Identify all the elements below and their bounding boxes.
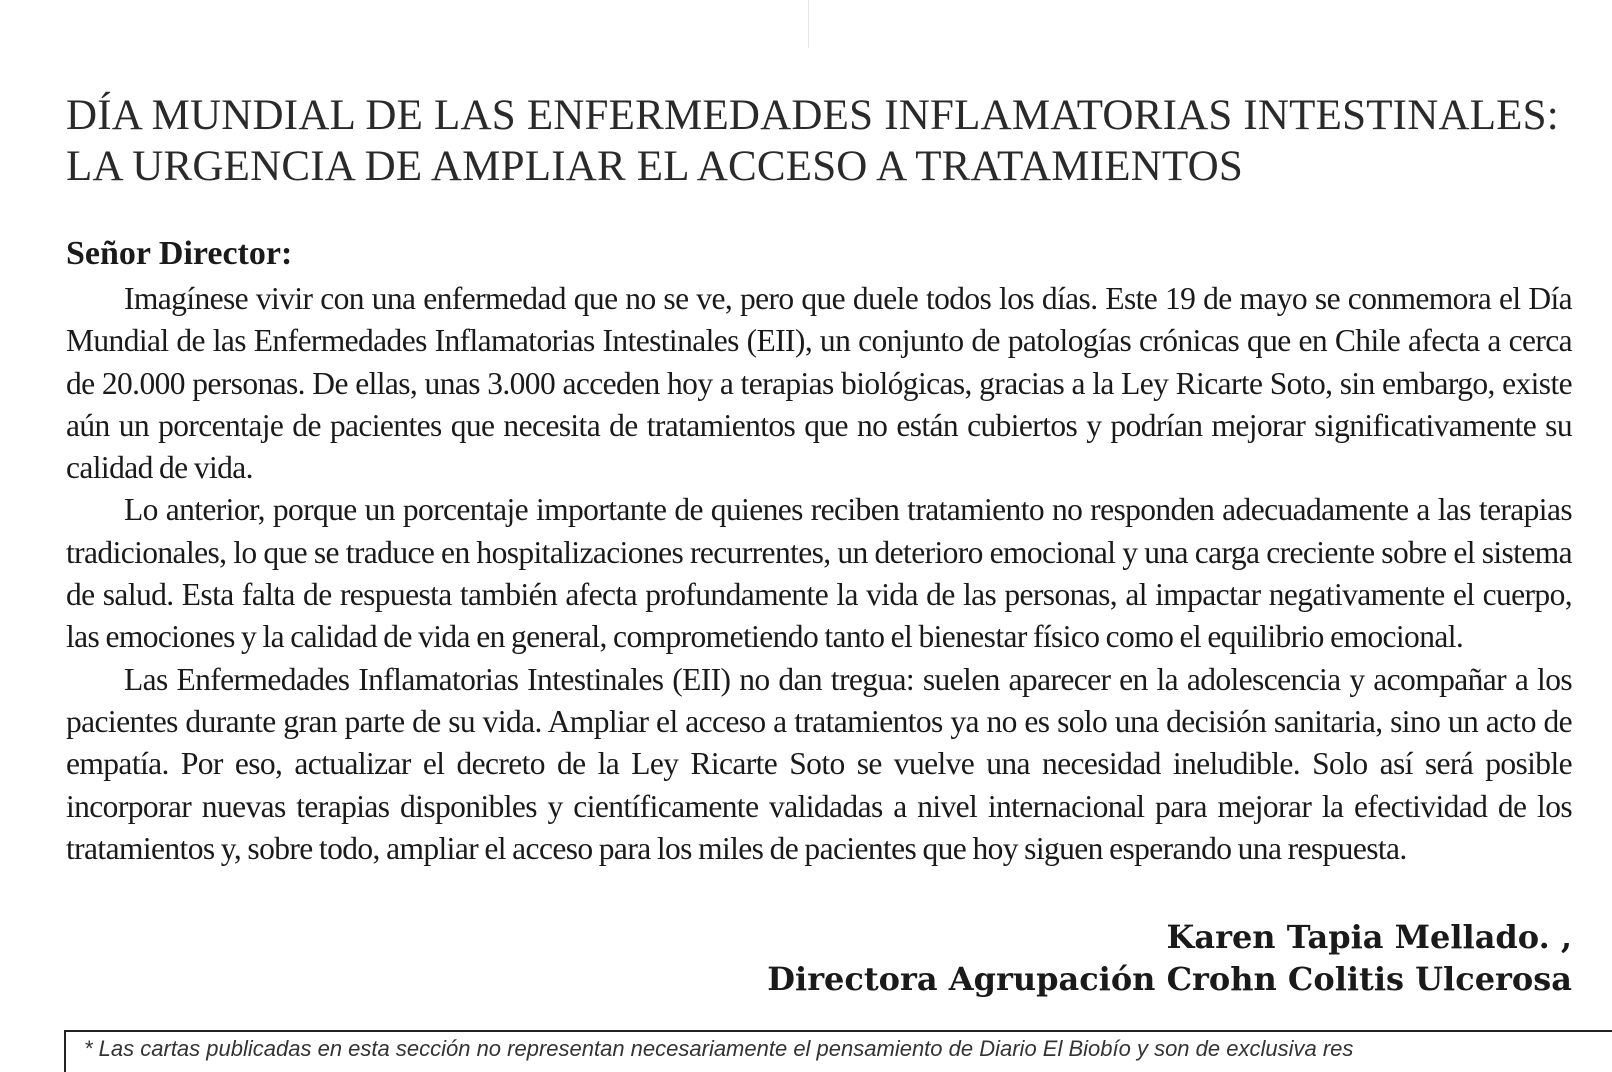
letter-signature: [767, 916, 1572, 1000]
signature-title: Directora Agrupación Crohn Colitis Ulcerosa: [767, 960, 1572, 998]
paragraph-3: Las Enfermedades Inflamatorias Intestinales (EII) no dan tregua: suelen aparecer en la adolescencia y acompañar a los pacientes durante gran parte de su vida. Ampliar el acceso a tratamientos ya no es solo una decisión sanitaria, sino un acto de empatía. Por eso, actualizar el decreto de la Ley Ricarte Soto se vuelve una necesidad ineludible. Solo así será posible incorporar nuevas terapias disponibles y científicamente validadas a nivel internacional para mejorar la efectividad de los tratamientos y, sobre todo, ampliar el acceso para los miles de pacientes que hoy siguen esperando una respuesta.: [66, 661, 1572, 866]
letter-salutation: Señor Director:: [66, 235, 293, 272]
paragraph-2: Lo anterior, porque un porcentaje importante de quienes reciben tratamiento no responden adecuadamente a las terapias tradicionales, lo que se traduce en hospitalizaciones recurrentes, un deterioro emocional y una carga creciente sobre el sistema de salud. Esta falta de respuesta también afecta profundamente la vida de las personas, al impactar negativamente el cuerpo, las emociones y la calidad de vida en general, comprometiendo tanto el bienestar físico como el equilibrio emocional.: [66, 492, 1572, 655]
article-headline: [66, 90, 1586, 192]
disclaimer-text: * Las cartas publicadas en esta sección no representan necesariamente el pensamiento de Diario El Biobío y son de exclusiva res: [84, 1036, 1354, 1061]
disclaimer-box: [64, 1030, 1612, 1072]
headline-line-2: LA URGENCIA DE AMPLIAR EL ACCESO A TRATAMIENTOS: [66, 143, 1244, 190]
column-divider: [808, 0, 809, 48]
signature-name: Karen Tapia Mellado. ,: [1166, 918, 1572, 956]
letter-body: [66, 278, 1572, 870]
headline-line-1: DÍA MUNDIAL DE LAS ENFERMEDADES INFLAMATORIAS INTESTINALES:: [66, 92, 1559, 139]
paragraph-1: Imagínese vivir con una enfermedad que no se ve, pero que duele todos los días. Este 19 de mayo se conmemora el Día Mundial de las Enfermedades Inflamatorias Intestinales (EII), un conjunto de patologías crónicas que en Chile afecta a cerca de 20.000 personas. De ellas, unas 3.000 acceden hoy a terapias biológicas, gracias a la Ley Ricarte Soto, sin embargo, existe aún un porcentaje de pacientes que necesita de tratamientos que no están cubiertos y podrían mejorar significativamente su calidad de vida.: [66, 281, 1572, 486]
